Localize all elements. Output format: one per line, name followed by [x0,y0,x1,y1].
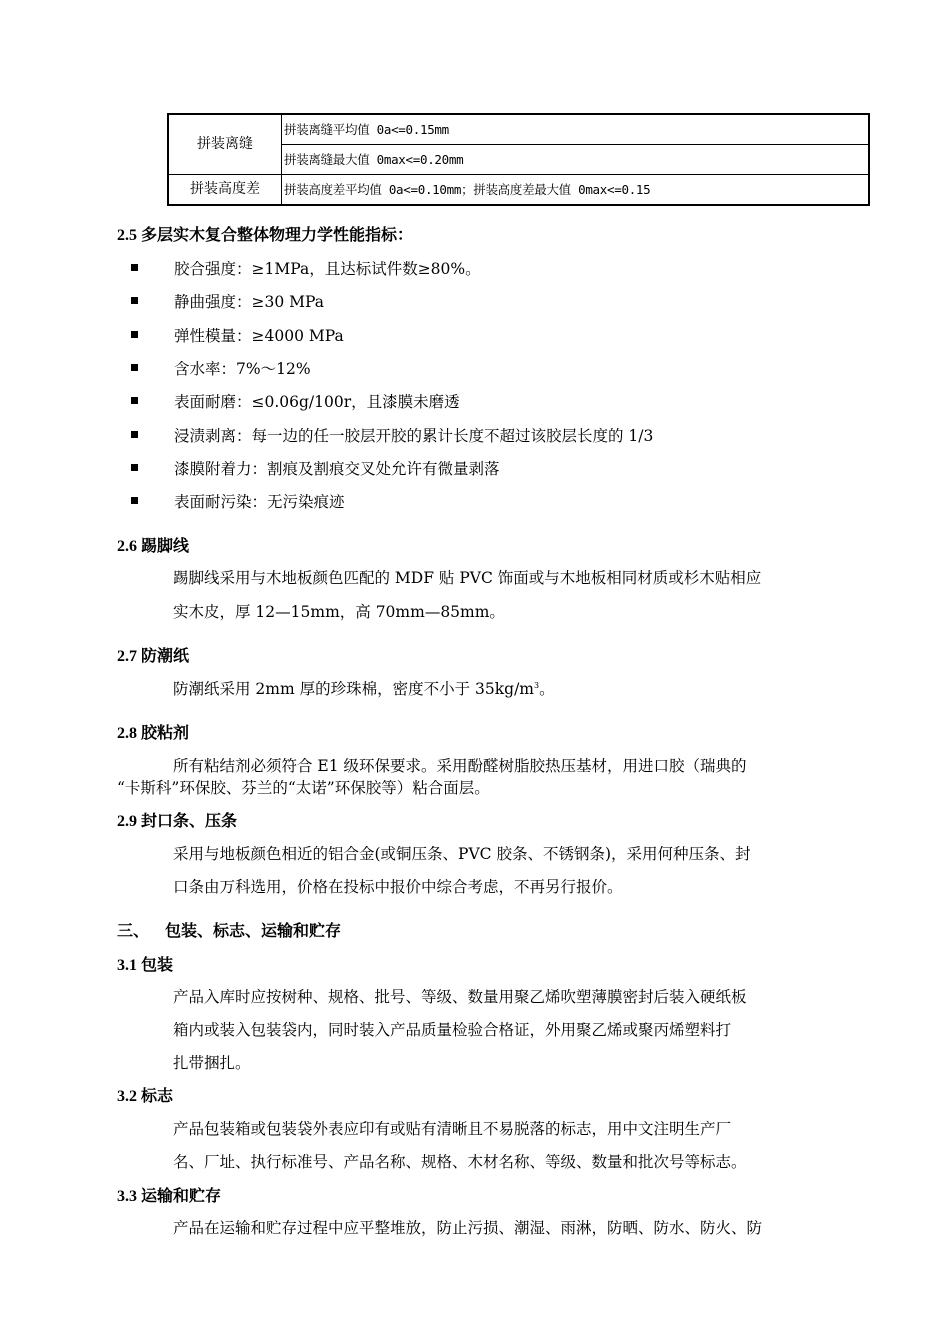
section-heading-2-9: 2.9 封口条、压条 [117,813,238,830]
bullet-square-icon [131,497,138,504]
paragraph-line: 采用与地板颜色相近的铝合金(或铜压条、PVC 胶条、不锈钢条)，采用何种压条、封 [173,845,751,863]
table-value-cell: 拼装离缝最大值 0max<=0.20mm [282,145,870,175]
paragraph-line: 防潮纸采用 2mm 厚的珍珠棉，密度不小于 $35kg/m^3$。 [173,680,555,698]
paragraph-line: 箱内或装入包装袋内，同时装入产品质量检验合格证，外用聚乙烯或聚丙烯塑料打 [173,1021,732,1039]
bullet-square-icon [131,364,138,371]
bullet-square-icon [131,297,138,304]
paragraph-line: 名、厂址、执行标准号、产品名称、规格、木材名称、等级、数量和批次号等标志。 [173,1153,747,1171]
paragraph-line: 口条由万科选用，价格在投标中报价中综合考虑，不再另行报价。 [173,878,623,896]
section-heading-2-8: 2.8 胶粘剂 [117,725,190,742]
table-value-cell: 拼装离缝平均值 0a<=0.15mm [282,114,870,145]
assembly-spec-table [167,113,870,206]
paragraph-line: 踢脚线采用与木地板颜色匹配的 MDF 贴 PVC 饰面或与木地板相同材质或杉木贴相应 [173,569,762,587]
section-heading-2-7: 2.7 防潮纸 [117,648,190,665]
paragraph-line: 实木皮，厚 12—15mm，高 70mm—85mm。 [173,603,505,621]
section-heading-2-5: 2.5 多层实木复合整体物理力学性能指标： [117,227,414,244]
paragraph-line: 产品入库时应按树种、规格、批号、等级、数量用聚乙烯吹塑薄膜密封后装入硬纸板 [173,988,747,1006]
section-heading-3-2: 3.2 标志 [117,1088,174,1105]
paragraph-line: 产品包装箱或包装袋外表应印有或贴有清晰且不易脱落的标志，用中文注明生产厂 [173,1120,732,1138]
section-heading-3: 三、 包装、标志、运输和贮存 [117,923,342,940]
bullet-square-icon [131,264,138,271]
table-row [168,175,869,206]
document-page: 拼装离缝 拼装离缝平均值 0a<=0.15mm 拼装离缝最大值 0max<=0.20mm 拼装高度差 拼装高度差平均值 0a<=0.10mm；拼装高度差最大值 0max<=0.15 2.5 多层实木复合整体物理力学性能指标： 胶合强度：≥1MPa，且达标试件数≥80%。 静曲强度：≥30 MPa 弹性模量：≥4000 MPa 含水率：7%～12% 表面耐磨：≤0.06g/100r，且漆膜未磨透 浸渍剥离：每一边的任一胶层开胶的累计长度不超过该胶层长度的 1/3 漆膜附着力：割痕及割痕交叉处允许有微量剥落 表面耐污染：无污染痕迹 2.6 踢脚线 踢脚线采用与木地板颜色匹配的 MDF 贴 PVC 饰面或与木地板相同材质或杉木贴相应 实木皮，厚 12—15mm，高 70mm—85mm。 2.7 防潮纸 防潮纸采用 2mm 厚的珍珠棉，密度不小于 $35kg/m^3$。 2.8 胶粘剂 所有粘结剂必须符合 E1 级环保要求。采用酚醛树脂胶热压基材，用进口胶（瑞典的 “卡斯科”环保胶、芬兰的“太诺”环保胶等）粘合面层。 2.9 封口条、压条 采用与地板颜色相近的铝合金(或铜压条、PVC 胶条、不锈钢条)，采用何种压条、封 口条由万科选用，价格在投标中报价中综合考虑，不再另行报价。 三、 包装、标志、运输和贮存 3.1 包装 产品入库时应按树种、规格、批号、等级、数量用聚乙烯吹塑薄膜密封后装入硬纸板 箱内或装入包装袋内，同时装入产品质量检验合格证，外用聚乙烯或聚丙烯塑料打 扎带捆扎。 3.2 标志 产品包装箱或包装袋外表应印有或贴有清晰且不易脱落的标志，用中文注明生产厂 名、厂址、执行标准号、产品名称、规格、木材名称、等级、数量和批次号等标志。 3.3 运输和贮存 产品在运输和贮存过程中应平整堆放，防止污损、潮湿、雨淋，防晒、防水、防火、防 [0,0,950,1344]
bullet-square-icon [131,431,138,438]
table-row [168,114,869,145]
paragraph-line: 产品在运输和贮存过程中应平整堆放，防止污损、潮湿、雨淋，防晒、防水、防火、防 [173,1219,763,1237]
table-label-cell: 拼装离缝 [168,114,282,175]
section-heading-3-3: 3.3 运输和贮存 [117,1188,222,1205]
section-heading-2-6: 2.6 踢脚线 [117,538,190,555]
table-label-cell: 拼装高度差 [168,175,282,206]
paragraph-line: “卡斯科”环保胶、芬兰的“太诺”环保胶等）粘合面层。 [117,779,490,797]
bullet-square-icon [131,464,138,471]
paragraph-line: 所有粘结剂必须符合 E1 级环保要求。采用酚醛树脂胶热压基材，用进口胶（瑞典的 [173,757,747,775]
bullet-square-icon [131,397,138,404]
bullet-square-icon [131,331,138,338]
table-value-cell: 拼装高度差平均值 0a<=0.10mm；拼装高度差最大值 0max<=0.15 [282,175,870,206]
section-heading-3-1: 3.1 包装 [117,957,174,974]
paragraph-line: 扎带捆扎。 [173,1054,251,1072]
